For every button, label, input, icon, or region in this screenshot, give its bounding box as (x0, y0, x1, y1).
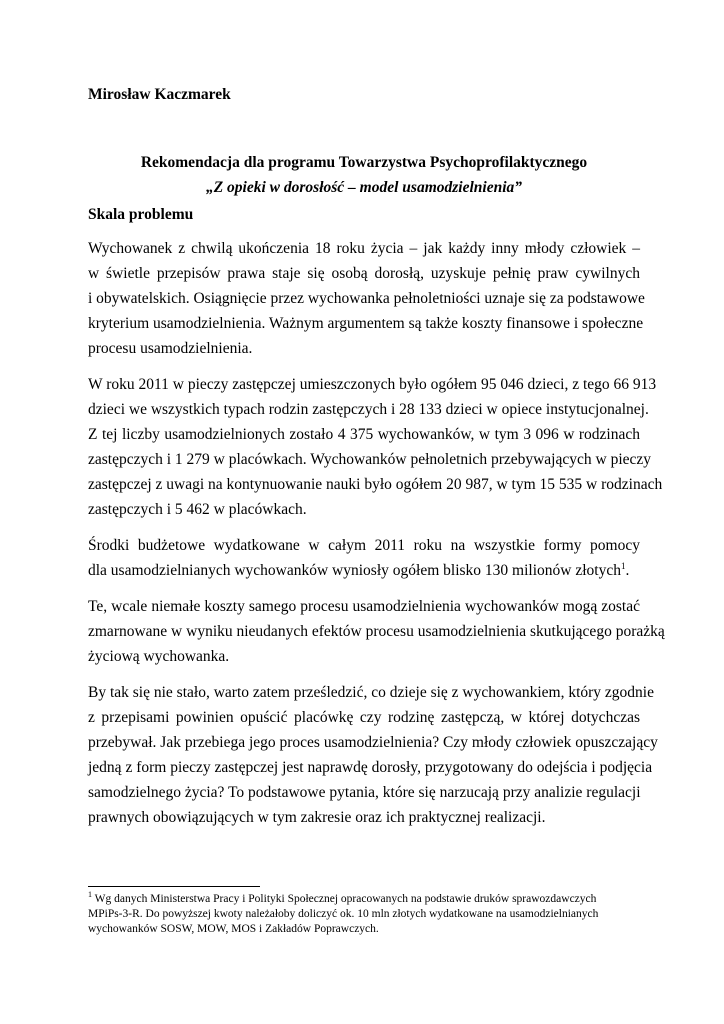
footnote-line (88, 892, 640, 907)
text-line: z przepisami powinien opuścić placówkę czy rodzinę zastępczą, w której dotychczas (88, 709, 640, 726)
text-line: Wychowanek z chwilą ukończenia 18 roku życia – jak każdy inny młody człowiek – (88, 240, 640, 257)
footnote-line: wychowanków SOSW, MOW, MOS i Zakładów Poprawczych. (88, 923, 379, 935)
text-line: zastępczej z uwagi na kontynuowanie nauki było ogółem 20 987, w tym 15 535 w rodzinach (88, 476, 663, 493)
text-line: procesu usamodzielnienia. (88, 340, 253, 357)
text-line: W roku 2011 w pieczy zastępczej umieszczonych było ogółem 95 046 dzieci, z tego 66 913 (88, 376, 657, 393)
text-line: samodzielnego życia? To podstawowe pytania, które się narzucają przy analizie regulacji (88, 784, 641, 801)
title-subtitle: „Z opieki w dorosłość – model usamodzielnienia” (205, 179, 523, 196)
text-line: życiową wychowanka. (88, 648, 230, 665)
paragraph-1 (88, 236, 645, 361)
text-line: w świetle przepisów prawa staje się osobą dorosłą, uzyskuje pełnię praw cywilnych (88, 265, 640, 282)
footnote (88, 892, 640, 937)
text-line: zastępczych i 5 462 w placówkach. (88, 501, 307, 518)
text-line: prawnych obowiązujących w tym zakresie oraz ich praktycznej realizacji. (88, 809, 546, 826)
paragraph-4 (88, 594, 665, 669)
footnote-line: MPiPs-3-R. Do powyższej kwoty należałoby doliczyć ok. 10 mln złotych wydatkowane na usamodzielnianych (88, 908, 599, 920)
text-line: By tak się nie stało, warto zatem prześledzić, co dzieje się z wychowankiem, który zgodnie (88, 684, 654, 701)
paragraph-5 (88, 680, 658, 830)
text-line: zastępczych i 1 279 w placówkach. Wychowanków pełnoletnich przebywających w pieczy (88, 451, 652, 468)
paragraph-3 (88, 533, 640, 583)
text-line: dzieci we wszystkich typach rodzin zastępczych i 28 133 dzieci w opiece instytucjonalnej. (88, 401, 649, 418)
text-line: Środki budżetowe wydatkowane w całym 2011 roku na wszystkie formy pomocy (88, 537, 640, 554)
author-name: Mirosław Kaczmarek (88, 86, 231, 103)
document-title (88, 150, 640, 200)
section-heading: Skala problemu (88, 206, 194, 223)
paragraph-2 (88, 372, 663, 522)
body-text (88, 236, 665, 841)
text-line: i obywatelskich. Osiągnięcie przez wychowanka pełnoletniości uznaje się za podstawowe (88, 290, 645, 307)
text-line-content: dla usamodzielnianych wychowanków wyniosły ogółem blisko 130 milionów złotych (88, 562, 621, 579)
footnote-reference[interactable]: 1 (620, 560, 626, 571)
text-line: kryterium usamodzielnienia. Ważnym argumentem są także koszty finansowe i społeczne (88, 315, 644, 332)
footnote-text: Wg danych Ministerstwa Pracy i Polityki Społecznej opracowanych na podstawie druków sprawozdawczych (94, 893, 597, 905)
text-line: Z tej liczby usamodzielnionych zostało 4 375 wychowanków, w tym 3 096 w rodzinach (88, 426, 640, 443)
text-line: jedną z form pieczy zastępczej jest naprawdę dorosły, przygotowany do odejścia i podjęcia (88, 759, 653, 776)
text-line: Te, wcale niemałe koszty samego procesu usamodzielnienia wychowanków mogą zostać (88, 598, 640, 615)
text-line: zmarnowane w wyniku nieudanych efektów procesu usamodzielnienia skutkującego porażką (88, 623, 665, 640)
text-line: dla usamodzielnianych wychowanków wyniosły ogółem blisko 130 milionów złotych$^1$. (88, 560, 630, 579)
footnote-number: 1 (88, 890, 92, 900)
footnote-divider (88, 886, 260, 887)
text-line: przebywał. Jak przebiega jego proces usamodzielnienia? Czy młody człowiek opuszczający (88, 734, 658, 751)
title-main: Rekomendacja dla programu Towarzystwa Psychoprofilaktycznego (140, 154, 588, 171)
